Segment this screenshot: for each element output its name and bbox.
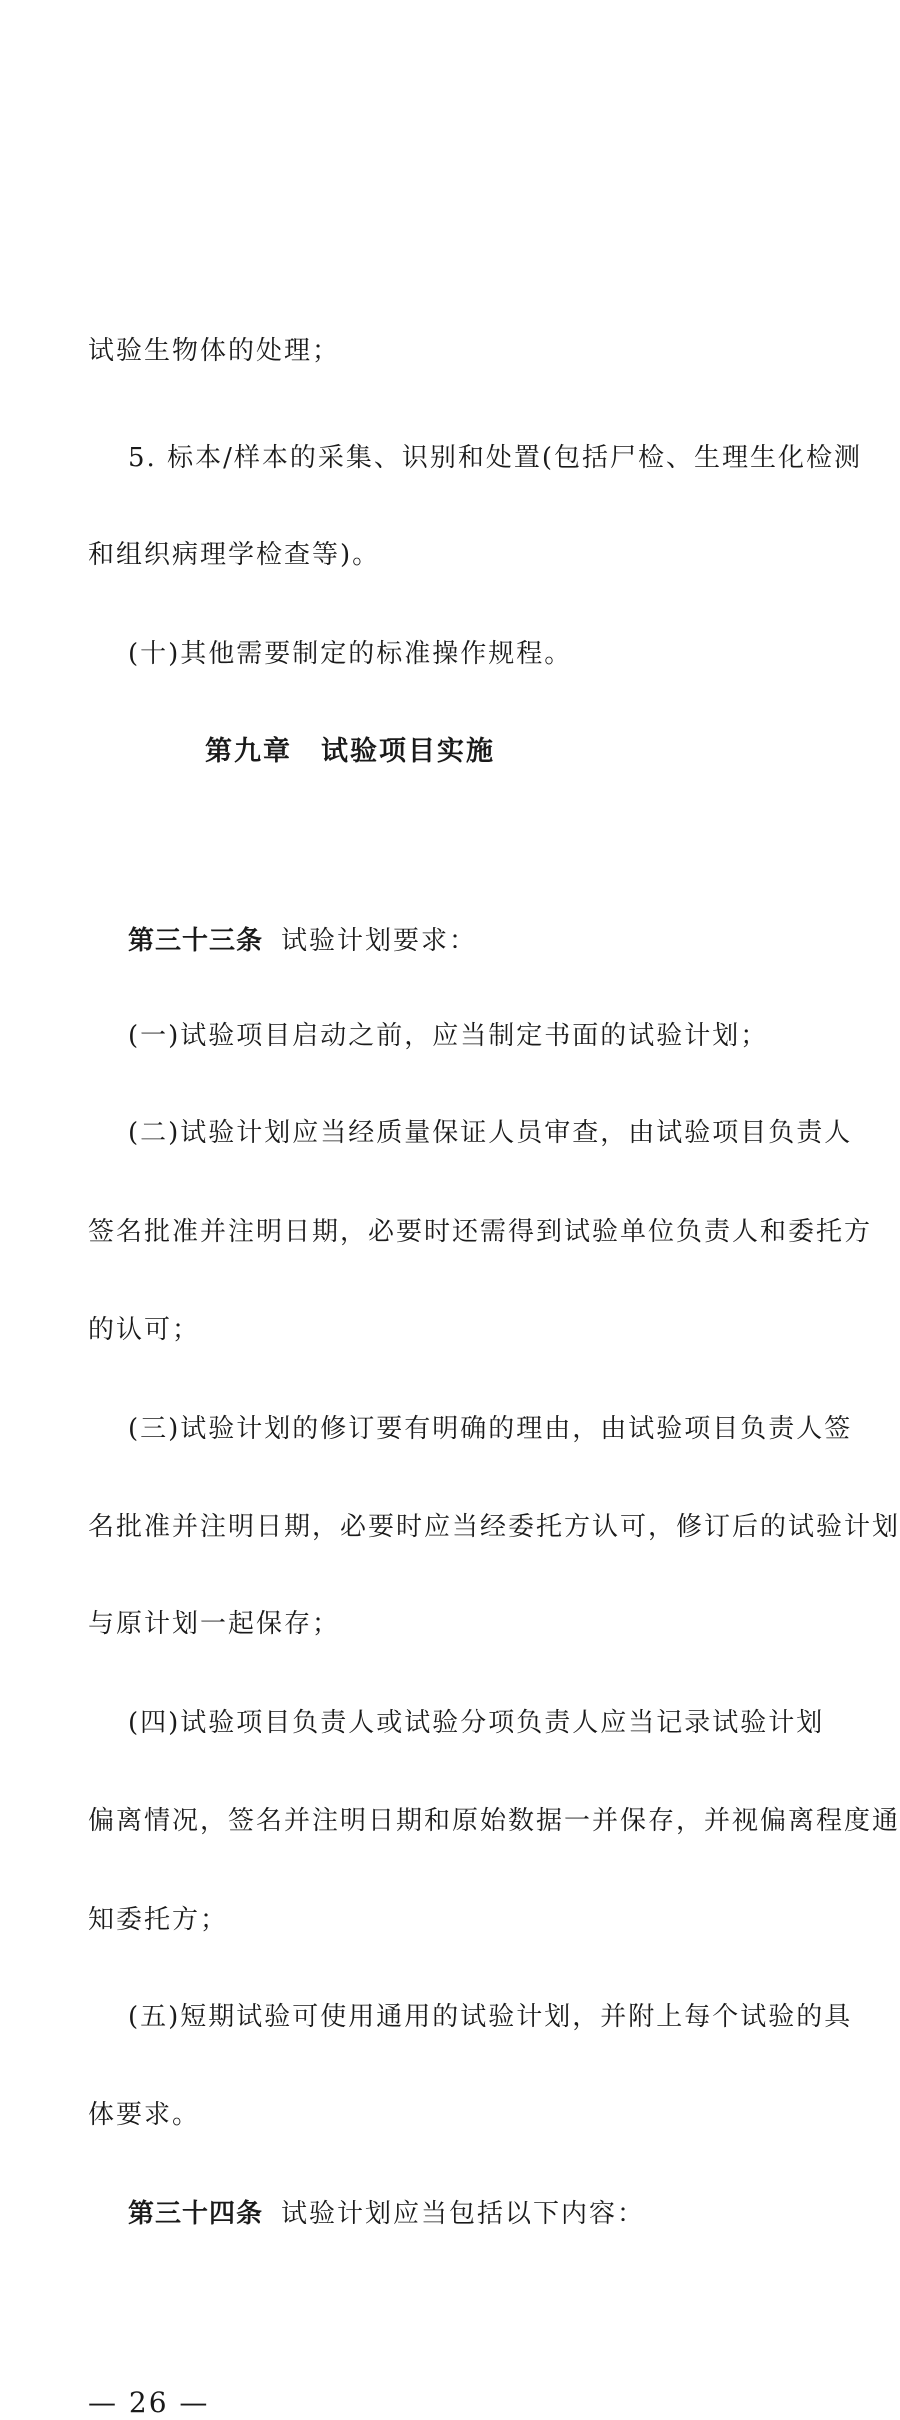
text-line: (十)其他需要制定的标准操作规程。 (128, 639, 573, 669)
text-line: 体要求。 (88, 2100, 201, 2130)
article-number: 第三十三条 (128, 926, 264, 956)
text-line: 和组织病理学检查等)。 (88, 540, 381, 570)
page-number: — 26 — (88, 2386, 210, 2419)
text-line: (二)试验计划应当经质量保证人员审查，由试验项目负责人 (128, 1118, 853, 1148)
text-line: (四)试验项目负责人或试验分项负责人应当记录试验计划 (128, 1708, 825, 1738)
text-line: (五)短期试验可使用通用的试验计划，并附上每个试验的具 (128, 2002, 853, 2032)
article-34-heading (128, 2197, 658, 2231)
text-line: 签名批准并注明日期，必要时还需得到试验单位负责人和委托方 (88, 1217, 873, 1247)
chapter-title: 第九章 试验项目实施 (205, 736, 495, 767)
text-line: 的认可； (88, 1315, 201, 1345)
text-line: 5. 标本/样本的采集、识别和处置(包括尸检、生理生化检测 (128, 443, 862, 473)
text-line: (一)试验项目启动之前，应当制定书面的试验计划； (128, 1021, 769, 1051)
text-line: 知委托方； (88, 1905, 229, 1935)
article-title: 试验计划要求： (281, 926, 478, 956)
article-33-heading (128, 924, 658, 958)
text-line: (三)试验计划的修订要有明确的理由，由试验项目负责人签 (128, 1414, 853, 1444)
text-line: 与原计划一起保存； (88, 1609, 341, 1639)
text-line: 试验生物体的处理； (88, 336, 341, 366)
text-line: 偏离情况，签名并注明日期和原始数据一并保存，并视偏离程度通 (88, 1806, 900, 1836)
text-line: 名批准并注明日期，必要时应当经委托方认可，修订后的试验计划 (88, 1512, 900, 1542)
article-number: 第三十四条 (128, 2199, 264, 2229)
article-title: 试验计划应当包括以下内容： (281, 2199, 646, 2229)
